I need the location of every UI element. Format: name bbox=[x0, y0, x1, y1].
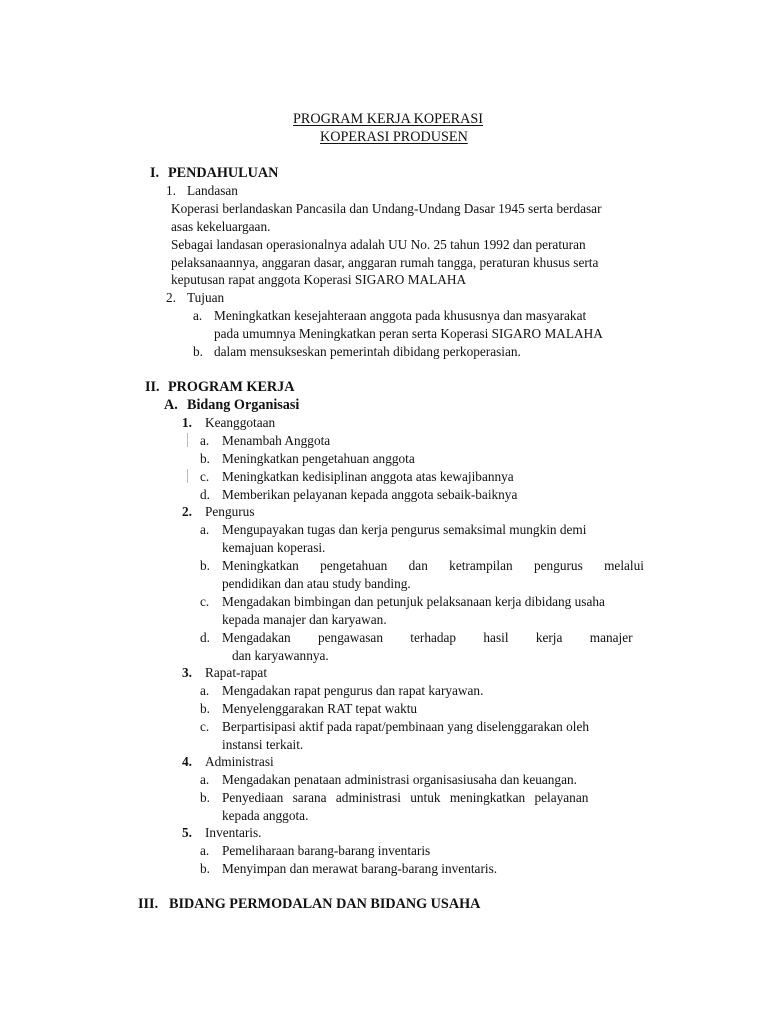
list-item: kepada anggota. bbox=[222, 808, 309, 823]
list-letter: a. bbox=[200, 772, 210, 787]
paragraph-line: keputusan rapat anggota Koperasi SIGARO MALAHA bbox=[171, 272, 467, 287]
margin-marker bbox=[187, 469, 188, 483]
list-letter: c. bbox=[200, 719, 210, 734]
section-heading: PENDAHULUAN bbox=[168, 165, 279, 181]
item-number: 2. bbox=[166, 290, 176, 305]
list-item: Menambah Anggota bbox=[222, 433, 331, 448]
group-number: 4. bbox=[182, 754, 192, 769]
list-item: Menyimpan dan merawat barang-barang inventaris. bbox=[222, 861, 498, 876]
list-item: Meningkatkan kedisiplinan anggota atas kewajibannya bbox=[222, 469, 514, 484]
section-heading: BIDANG PERMODALAN DAN BIDANG USAHA bbox=[169, 896, 481, 912]
subsection-letter: A. bbox=[164, 397, 178, 413]
group-label: Inventaris. bbox=[205, 825, 262, 840]
list-item: Penyediaan sarana administrasi untuk meningkatkan pelayanan bbox=[222, 790, 589, 805]
item-number: 1. bbox=[166, 183, 176, 198]
list-item: Mengadakan rapat pengurus dan rapat karyawan. bbox=[222, 683, 484, 698]
group-label: Pengurus bbox=[205, 504, 255, 519]
section-number: I. bbox=[150, 165, 160, 181]
list-letter: b. bbox=[200, 861, 210, 876]
list-item: pada umumnya Meningkatkan peran serta Koperasi SIGARO MALAHA bbox=[214, 326, 603, 341]
list-item: Meningkatkan kesejahteraan anggota pada khususnya dan masyarakat bbox=[214, 308, 587, 323]
list-item: Meningkatkan pengetahuan dan ketrampilan pengurus melalui bbox=[222, 558, 644, 573]
list-item: Mengadakan penataan administrasi organisasiusaha dan keuangan. bbox=[222, 772, 577, 787]
paragraph-line: Sebagai landasan operasionalnya adalah UU No. 25 tahun 1992 dan peraturan bbox=[171, 237, 586, 252]
list-item: Meningkatkan pengetahuan anggota bbox=[222, 451, 415, 466]
list-letter: a. bbox=[200, 683, 210, 698]
group-number: 1. bbox=[182, 415, 192, 430]
list-letter: b. bbox=[200, 790, 210, 805]
list-item: Menyelenggarakan RAT tepat waktu bbox=[222, 701, 418, 716]
list-item: Memberikan pelayanan kepada anggota sebaik-baiknya bbox=[222, 487, 518, 502]
group-label: Rapat-rapat bbox=[205, 665, 268, 680]
section-heading: PROGRAM KERJA bbox=[168, 379, 295, 395]
list-letter: c. bbox=[200, 469, 210, 484]
list-letter: a. bbox=[200, 433, 210, 448]
list-item: dan karyawannya. bbox=[232, 648, 329, 663]
list-item: Mengadakan bimbingan dan petunjuk pelaksanaan kerja dibidang usaha bbox=[222, 594, 605, 609]
group-number: 5. bbox=[182, 825, 192, 840]
list-item: Mengupayakan tugas dan kerja pengurus semaksimal mungkin demi bbox=[222, 522, 587, 537]
list-item: kemajuan koperasi. bbox=[222, 540, 326, 555]
group-number: 3. bbox=[182, 665, 192, 680]
list-letter: b. bbox=[193, 344, 203, 359]
section-number: III. bbox=[138, 896, 159, 912]
margin-marker bbox=[187, 433, 188, 447]
list-letter: b. bbox=[200, 451, 210, 466]
group-label: Keanggotaan bbox=[205, 415, 276, 430]
list-letter: d. bbox=[200, 630, 210, 645]
list-item: pendidikan dan atau study banding. bbox=[222, 576, 411, 591]
item-label: Tujuan bbox=[187, 290, 225, 305]
list-item: Berpartisipasi aktif pada rapat/pembinaan yang diselenggarakan oleh bbox=[222, 719, 590, 734]
list-letter: d. bbox=[200, 487, 210, 502]
list-letter: a. bbox=[193, 308, 203, 323]
list-letter: a. bbox=[200, 522, 210, 537]
subsection-heading: Bidang Organisasi bbox=[187, 397, 300, 413]
item-label: Landasan bbox=[187, 183, 238, 198]
list-letter: b. bbox=[200, 701, 210, 716]
paragraph-line: pelaksanaannya, anggaran dasar, anggaran rumah tangga, peraturan khusus serta bbox=[171, 255, 599, 270]
document-subtitle: KOPERASI PRODUSEN bbox=[320, 129, 468, 145]
list-item: kepada manajer dan karyawan. bbox=[222, 612, 387, 627]
list-letter: c. bbox=[200, 594, 210, 609]
paragraph-line: asas kekeluargaan. bbox=[171, 219, 271, 234]
list-letter: a. bbox=[200, 843, 210, 858]
paragraph-line: Koperasi berlandaskan Pancasila dan Undang-Undang Dasar 1945 serta berdasar bbox=[171, 201, 602, 216]
list-item: dalam mensukseskan pemerintah dibidang perkoperasian. bbox=[214, 344, 521, 359]
list-item: Mengadakan pengawasan terhadap hasil kerja manajer bbox=[222, 630, 633, 645]
list-item: instansi terkait. bbox=[222, 737, 304, 752]
group-label: Administrasi bbox=[205, 754, 274, 769]
section-number: II. bbox=[145, 379, 160, 395]
group-number: 2. bbox=[182, 504, 192, 519]
document-title: PROGRAM KERJA KOPERASI bbox=[293, 111, 483, 127]
list-item: Pemeliharaan barang-barang inventaris bbox=[222, 843, 431, 858]
list-letter: b. bbox=[200, 558, 210, 573]
